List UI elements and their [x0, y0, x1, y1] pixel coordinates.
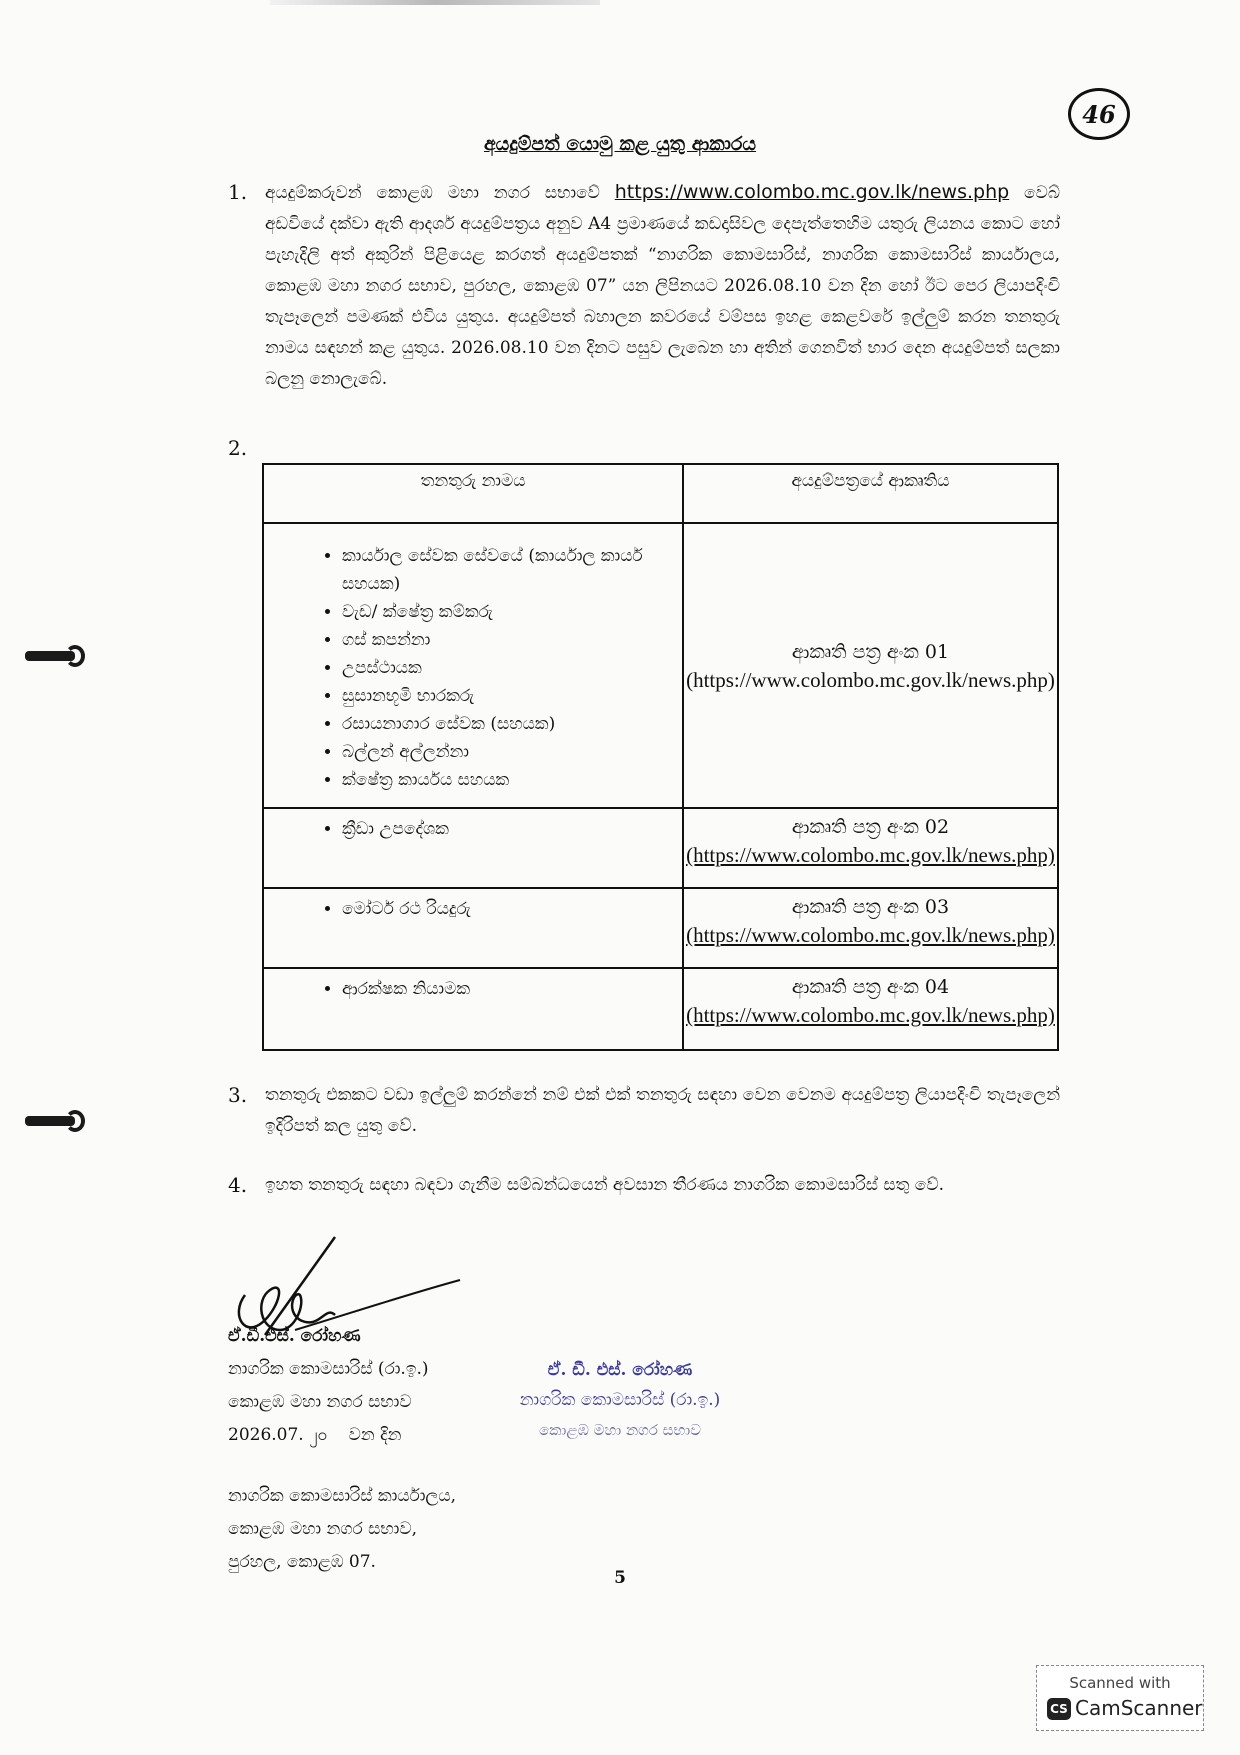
- signatory-title: නාගරික කොමසාරිස් (රා.ඉ.): [228, 1359, 429, 1379]
- item-text: තනතුරු එකකට වඩා ඉල්ලුම් කරන්නේ නම් එක් එක් තනතුරු සඳහා වෙන වෙනම අයදුම්පත්‍ර ලියාපදිංචි තැපෑලෙන් ඉදිරිපත් කල යුතු වේ.: [265, 1085, 1060, 1136]
- post-item: • කාර්යාල සේවක සේවයේ (කාර්යාල කාර්ය සහයක): [342, 542, 674, 598]
- camscanner-watermark: [1036, 1665, 1204, 1731]
- table-header-row: [263, 464, 1058, 523]
- table-row: [263, 968, 1058, 1050]
- item-number: 1.: [228, 180, 248, 204]
- signatory-date-line: [228, 1419, 429, 1452]
- signatory-block: [228, 1320, 429, 1452]
- item-text: [265, 177, 1060, 395]
- header-post-name: තනතුරු නාමය: [263, 464, 683, 523]
- watermark-caption: Scanned with: [1069, 1674, 1171, 1692]
- posts-list: [304, 815, 674, 843]
- item-number: 3.: [228, 1083, 248, 1107]
- posts-cell: [263, 523, 683, 808]
- posts-cell: [263, 808, 683, 888]
- post-item: • මෝටර් රථ රියදුරු: [342, 895, 674, 923]
- address-line: පුරහල, කොළඹ 07.: [228, 1552, 376, 1572]
- news-link[interactable]: https://www.colombo.mc.gov.lk/news.php: [614, 181, 1010, 203]
- page-mark-circled: 46: [1068, 88, 1130, 140]
- form-cell: [683, 888, 1058, 968]
- posts-list: [304, 975, 674, 1003]
- office-address: [228, 1480, 456, 1579]
- posts-list: [304, 542, 674, 794]
- posts-list: [304, 895, 674, 923]
- instruction-item-4: [228, 1170, 1060, 1201]
- camscanner-logo-icon: CS: [1047, 1698, 1071, 1720]
- binder-clip-mark: [25, 1110, 85, 1132]
- posts-cell: [263, 888, 683, 968]
- post-item: • ආරක්ෂක නියාමක: [342, 975, 674, 1003]
- form-label: ආකෘති පත්‍ර අංක 03: [791, 896, 950, 918]
- page-number: 5: [614, 1568, 626, 1588]
- post-item: • රසායනාගාර සේවක (සහයක): [342, 710, 674, 738]
- form-link[interactable]: (https://www.colombo.mc.gov.lk/news.php): [686, 667, 1055, 692]
- form-label: ආකෘති පත්‍ර අංක 01: [791, 640, 950, 663]
- binder-clip-mark: [25, 645, 85, 667]
- item-text: ඉහත තනතුරු සඳහා බඳවා ගැනීම සම්බන්ධයෙන් අවසාන තීරණය නාගරික කොමසාරිස් සතු වේ.: [265, 1175, 944, 1195]
- instruction-item-3: [228, 1080, 1060, 1142]
- official-stamp: [485, 1355, 755, 1445]
- form-link[interactable]: (https://www.colombo.mc.gov.lk/news.php): [686, 1003, 1055, 1027]
- item-number: 4.: [228, 1173, 248, 1197]
- form-cell: [683, 968, 1058, 1050]
- watermark-brand: CamScanner: [1075, 1696, 1203, 1720]
- table-row: [263, 888, 1058, 968]
- stamp-title: නාගරික කොමසාරිස් (රා.ඉ.): [519, 1390, 721, 1410]
- instruction-item-1: [228, 177, 1060, 395]
- item-text-part: අයදුම්කරුවන් කොළඹ මහා නගර සභාවේ: [265, 183, 615, 203]
- posts-table: [262, 463, 1059, 1051]
- item-number: 2.: [228, 436, 248, 460]
- stamp-org: කොළඹ මහා නගර සභාව: [539, 1421, 701, 1439]
- post-item: • බල්ලන් අල්ලන්නා: [342, 738, 674, 766]
- signatory-date: 2026.07. ၂၀: [228, 1425, 328, 1445]
- form-cell: [683, 808, 1058, 888]
- table-row: [263, 523, 1058, 808]
- form-label: ආකෘති පත්‍ර අංක 02: [791, 816, 950, 838]
- form-label: ආකෘති පත්‍ර අංක 04: [791, 976, 950, 998]
- form-link[interactable]: (https://www.colombo.mc.gov.lk/news.php): [686, 923, 1055, 947]
- scan-artifact: [270, 0, 600, 5]
- post-item: • ක්ෂේත්‍ර කාර්යය සහයක: [342, 766, 674, 794]
- form-link[interactable]: (https://www.colombo.mc.gov.lk/news.php): [686, 843, 1055, 867]
- post-item: • වැඩ/ ක්ෂේත්‍ර කම්කරු: [342, 598, 674, 626]
- stamp-name: ඒ. ඩී. එස්. රෝහණ: [547, 1360, 693, 1380]
- post-item: • උපස්ථායක: [342, 654, 674, 682]
- signatory-name: ඒ.ඩී.එස්. රෝහණ: [228, 1326, 361, 1346]
- posts-cell: [263, 968, 683, 1050]
- post-item: • සුසානභූමි භාරකරු: [342, 682, 674, 710]
- signatory-org: කොළඹ මහා නගර සභාව: [228, 1392, 412, 1412]
- item-text-part: වෙබ් අඩවියේ දක්වා ඇති ආදර්ශ අයදුම්පත්‍රය අනුව A4 ප්‍රමාණයේ කඩදාසිවල දෙපැත්තෙහිම යතුරු ලියනය කොට හෝ පැහැදිලි අත් අකුරින් පිළියෙළ කරගත් අයදුම්පතක් “නාගරික කොමසාරිස්, නාගරික කොමසාරිස් කාර්යාලය, කොළඹ මහා නගර සභාව, පුරහල, කොළඹ 07” යන ලිපිනයට 2026.08.10 වන දින හෝ ඊට පෙර ලියාපදිංචි තැපෑලෙන් පමණක් එවිය යුතුය. අයදුම්පත් බහාලන කවරයේ වම්පස ඉහළ කෙළවරේ ඉල්ලුම් කරන තනතුරු නාමය සඳහන් කළ යුතුය. 2026.08.10 වන දිනට පසුව ලැබෙන හා අතින් ගෙනවිත් භාර දෙන අයදුම්පත් සලකා බලනු නොලැබේ.: [265, 183, 1060, 389]
- address-line: නාගරික කොමසාරිස් කාර්යාලය,: [228, 1486, 457, 1506]
- form-cell: [683, 523, 1058, 808]
- signatory-date-suffix: වන දින: [348, 1425, 402, 1445]
- table-row: [263, 808, 1058, 888]
- post-item: • ගස් කපන්නා: [342, 626, 674, 654]
- page-heading: අයදුම්පත් යොමු කළ යුතු ආකාරය: [483, 133, 757, 155]
- header-form-type: අයදුම්පත්‍රයේ ආකෘතිය: [683, 464, 1058, 523]
- post-item: • ක්‍රීඩා උපදේශක: [342, 815, 674, 843]
- address-line: කොළඹ මහා නගර සභාව,: [228, 1519, 417, 1539]
